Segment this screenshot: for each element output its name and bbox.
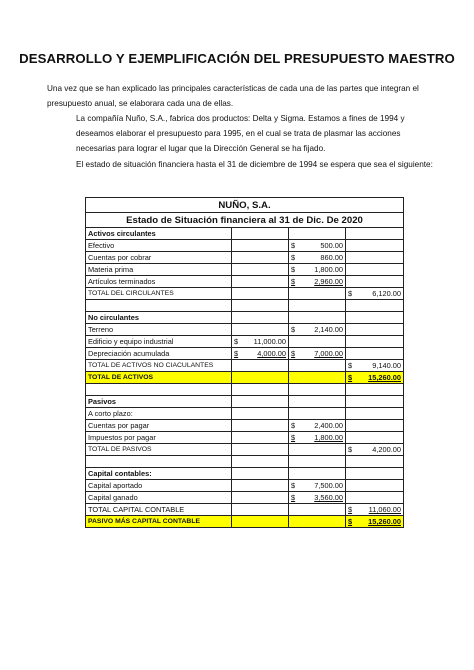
statement-intro-paragraph: El estado de situación financiera hasta el 31 de diciembre de 1994 se espera que sea el siguiente: — [76, 160, 433, 169]
document-title: DESARROLLO Y EJEMPLIFICACIÓN DEL PRESUPUESTO MAESTRO — [19, 51, 455, 66]
table-row: Terreno $ 2,140.00 — [86, 324, 404, 336]
table-row: Capital aportado $ 7,500.00 — [86, 480, 404, 492]
section-no-circulantes: No circulantes — [86, 312, 232, 324]
table-row: Materia prima $ 1,800.00 — [86, 264, 404, 276]
table-row: Cuentas por pagar $ 2,400.00 — [86, 420, 404, 432]
table-row: Artículos terminados $ 2,960.00 — [86, 276, 404, 288]
table-row: TOTAL DE ACTIVOS NO CIACULANTES $ 9,140.00 — [86, 360, 404, 372]
table-row: TOTAL CAPITAL CONTABLE $ 11,060.00 — [86, 504, 404, 516]
table-row: Efectivo $ 500.00 — [86, 240, 404, 252]
table-row: Capital ganado $ 3,560.00 — [86, 492, 404, 504]
table-row: Cuentas por cobrar $ 860.00 — [86, 252, 404, 264]
pasivo-mas-capital-row: PASIVO MÁS CAPITAL CONTABLE $ 15,260.00 — [86, 516, 404, 528]
company-paragraph: La compañía Nuño, S.A., fabrica dos productos: Delta y Sigma. Estamos a fines de 1994 y deseamos elaborar el presupuesto para 1995, en el cual se trata de plasmar las acciones necesarias para lograr el lugar que la Dirección General se ha fijado. — [76, 114, 405, 153]
total-activos-row: TOTAL DE ACTIVOS $ 15,260.00 — [86, 372, 404, 384]
section-capital: Capital contables: — [86, 468, 232, 480]
section-activos-circulantes: Activos circulantes — [86, 228, 232, 240]
table-row: TOTAL DEL CIRCULANTES $ 6,120.00 — [86, 288, 404, 300]
financial-statement-table: NUÑO, S.A. Estado de Situación financiera al 31 de Dic. De 2020 Activos circulantes Efectivo $ 500.00 Cuentas por cobrar $ 860.00 Materia prima $ 1,800.00 Artículos terminados $ 2,960.00 TOTAL DEL CIRCULANTES $ 6,120.00 No circulantes Terreno $ 2,140.00 Edificio y equipo industrial $ 11,000.00 Depreciación acumulada $ 4,000.00 $ 7,000.00 TOTAL DE ACTIVOS NO CIACULANTES $ 9,140.00 TOTAL DE ACTIVOS $ 15,260.00 Pasivos A corto plazo: Cuentas por pagar $ 2,400.00 Impuestos por pagar $ 1,800.00 TOTAL DE PASIVOS $ 4,200.00 Capital contables: Capital aportado $ 7,500.00 Capital ganado $ 3,560.00 TOTAL CAPITAL CONTABLE $ 11,060.00 PASIVO MÁS CAPITAL CONTABLE $ 15,260.00 — [85, 197, 404, 528]
company-name: NUÑO, S.A. — [86, 198, 404, 213]
statement-heading: Estado de Situación financiera al 31 de Dic. De 2020 — [86, 213, 404, 228]
table-row: Impuestos por pagar $ 1,800.00 — [86, 432, 404, 444]
section-pasivos: Pasivos — [86, 396, 232, 408]
table-row: TOTAL DE PASIVOS $ 4,200.00 — [86, 444, 404, 456]
table-row: Depreciación acumulada $ 4,000.00 $ 7,000.00 — [86, 348, 404, 360]
table-row: Edificio y equipo industrial $ 11,000.00 — [86, 336, 404, 348]
intro-paragraph: Una vez que se han explicado las principales características de cada una de las partes que integran el presupuesto anual, se elaborara cada una de ellas. — [47, 84, 419, 108]
